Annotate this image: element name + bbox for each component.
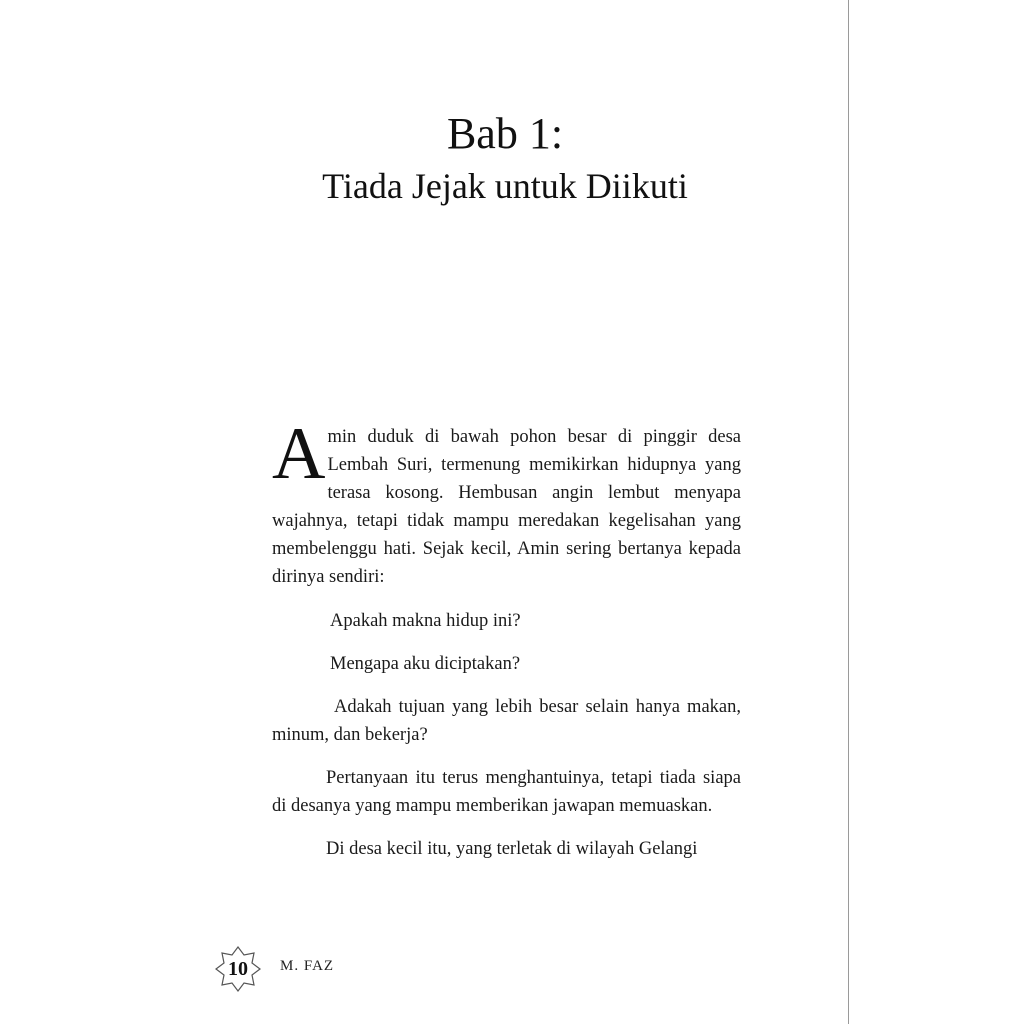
running-footer-author: M. FAZ bbox=[280, 958, 335, 974]
paragraph-3: Di desa kecil itu, yang terletak di wilayah Gelangi bbox=[326, 839, 698, 859]
question-3: Adakah tujuan yang lebih besar selain hanya makan, minum, dan bekerja? bbox=[272, 697, 741, 745]
question-2: Mengapa aku diciptakan? bbox=[330, 654, 521, 674]
chapter-title: Tiada Jejak untuk Diikuti bbox=[322, 166, 688, 206]
opening-paragraph bbox=[272, 413, 741, 591]
chapter-body bbox=[272, 413, 741, 878]
paragraph-2: Pertanyaan itu terus menghantuinya, tetapi tiada siapa di desanya yang mampu memberikan jawapan memuaskan. bbox=[272, 768, 741, 816]
chapter-number: Bab 1: bbox=[446, 109, 564, 158]
page-number-badge bbox=[214, 945, 262, 993]
page-number: 10 bbox=[228, 958, 248, 980]
drop-cap: A bbox=[272, 413, 326, 495]
opening-paragraph-text: min duduk di bawah pohon besar di pinggir desa Lembah Suri, termenung memikirkan hidupnya yang terasa kosong. Hembusan angin lembut menyapa wajahnya, tetapi tidak mampu meredakan kegelisahan yang membelenggu hati. Sejak kecil, Amin sering bertanya kepada dirinya sendiri: bbox=[272, 427, 741, 587]
question-1: Apakah makna hidup ini? bbox=[330, 611, 521, 631]
